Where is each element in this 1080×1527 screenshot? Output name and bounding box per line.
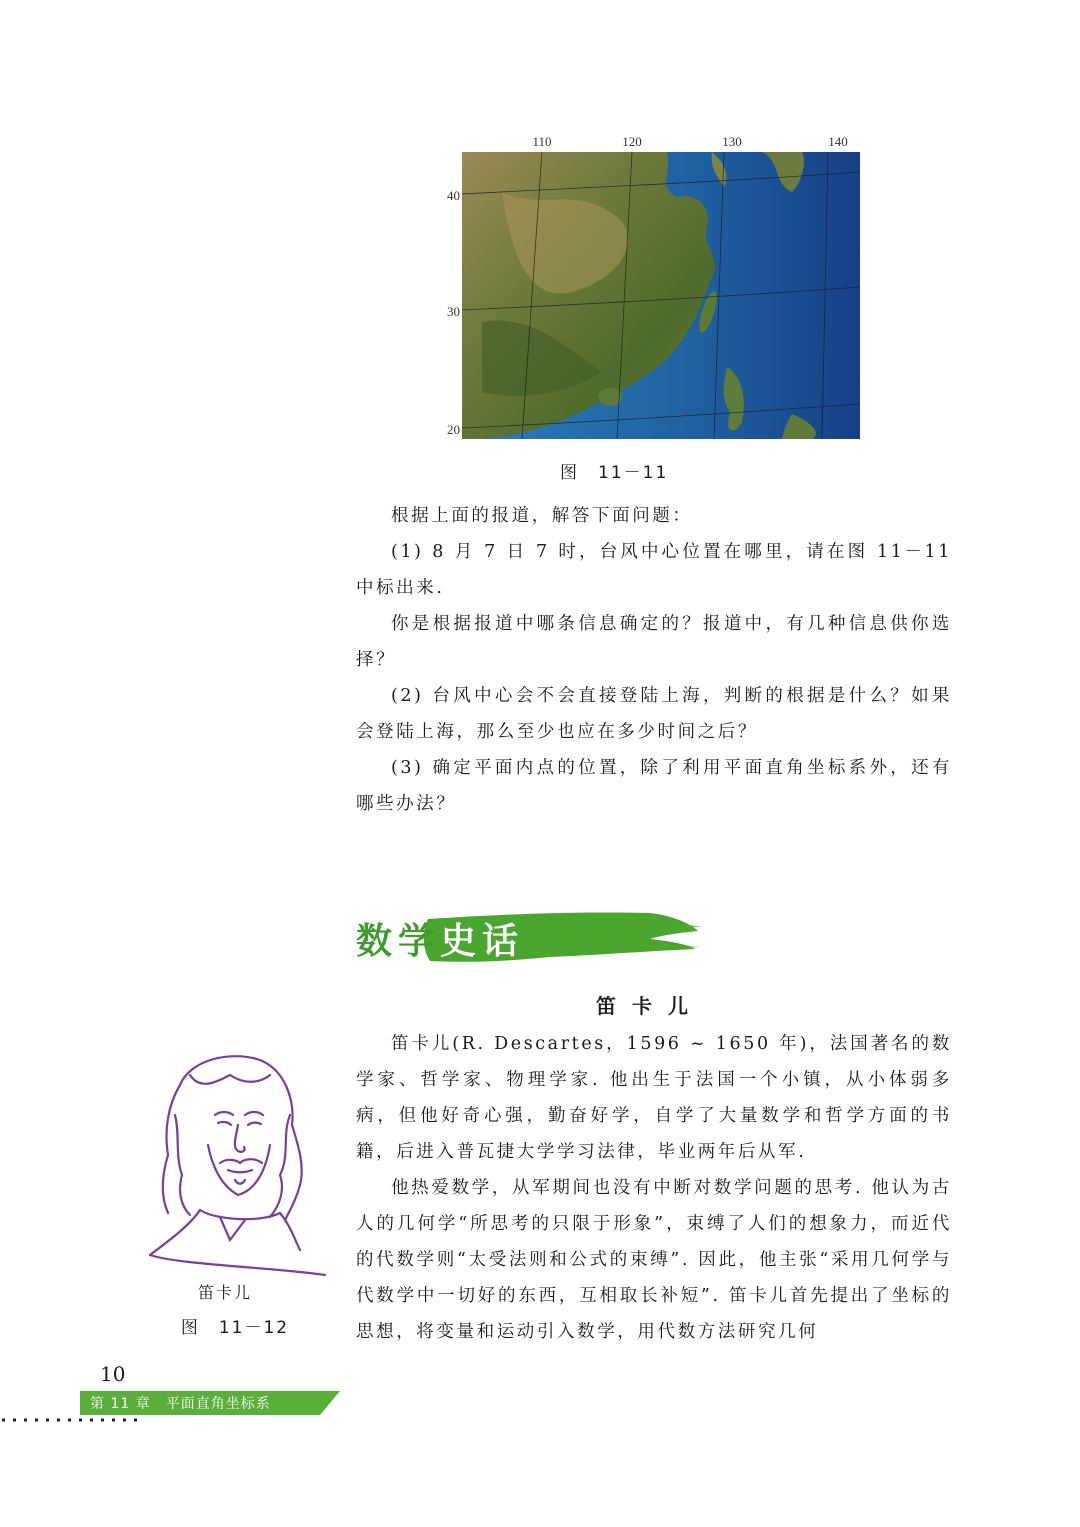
section-banner [350, 905, 710, 971]
section-title [356, 913, 524, 964]
figure-11-11 [440, 130, 880, 450]
page-number: 10 [100, 1362, 126, 1386]
question-1-followup: 你是根据报道中哪条信息确定的？报道中，有几种信息供你选择？ [356, 614, 952, 670]
story-paragraph-2: 他热爱数学，从军期间也没有中断对数学问题的思考. 他认为古人的几何学“所思考的只限于形象”，束缚了人们的想象力，而近代的代数学则“太受法则和公式的束缚”. 因此，他主张“采用几何学与代数学中一切好的东西，互相取长补短”. 笛卡儿首先提出了坐标的思想，将变量和运动引入数学，用代数方法研究几何 [356, 1178, 952, 1342]
question-1: (1) 8 月 7 日 7 时，台风中心位置在哪里，请在图 11－11 中标出来. [356, 542, 952, 598]
chapter-band [80, 1391, 340, 1415]
question-2: (2) 台风中心会不会直接登陆上海，判断的根据是什么？如果会登陆上海，那么至少也应在多少时间之后？ [356, 686, 952, 742]
question-3: (3) 确定平面内点的位置，除了利用平面直角坐标系外，还有哪些办法？ [356, 758, 952, 814]
satellite-map [462, 152, 860, 439]
story-title: 笛卡儿 [596, 994, 704, 1018]
latitude-label: 20 [447, 422, 460, 437]
section-title-part2: 史话 [440, 921, 525, 962]
chapter-label: 第 11 章 平面直角坐标系 [90, 1396, 271, 1412]
dotted-rule [0, 1418, 140, 1422]
longitude-label: 120 [622, 134, 642, 149]
descartes-portrait [120, 1045, 330, 1280]
portrait-name: 笛卡儿 [197, 1283, 252, 1302]
section-title-part1: 数学 [356, 921, 441, 962]
longitude-label: 130 [722, 134, 742, 149]
latitude-label: 30 [447, 304, 460, 319]
figure-caption: 图 11－11 [560, 463, 669, 483]
latitude-label: 40 [447, 188, 460, 203]
figure-caption: 图 11－12 [180, 1318, 290, 1338]
longitude-label: 110 [532, 134, 552, 149]
longitude-label: 140 [828, 134, 848, 149]
question-intro: 根据上面的报道，解答下面问题： [391, 506, 693, 526]
story-paragraph-1: 笛卡儿(R. Descartes，1596 ~ 1650 年)，法国著名的数学家、哲学家、物理学家. 他出生于法国一个小镇，从小体弱多病，但他好奇心强，勤奋好学，自学了大量数学和哲学方面的书籍，后进入普瓦捷大学学习法律，毕业两年后从军. [356, 1034, 952, 1162]
